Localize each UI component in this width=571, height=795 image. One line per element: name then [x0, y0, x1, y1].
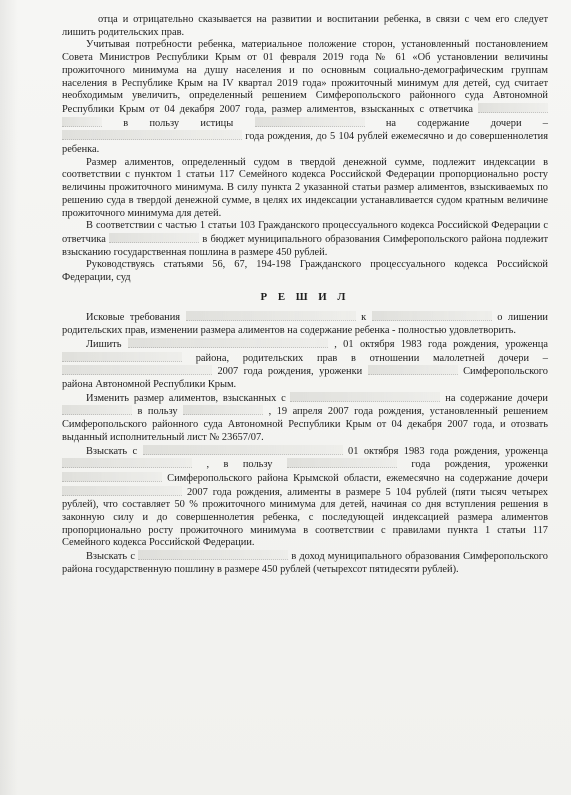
paragraph-change-alimony: Изменить размер алиментов, взысканных с на содержание дочери в пользу , 19 апреля 2007 года рождения, установленный решением Симферопольского районного суда Автономной Республики Крым от 04 декабря 2007 года, и отозвать выданный исполнительный лист № 23657/07.	[62, 392, 548, 443]
redacted-place	[62, 472, 162, 482]
redacted-place	[368, 365, 458, 375]
redacted-name	[287, 458, 397, 468]
redacted-name	[128, 338, 328, 348]
redacted-name	[109, 233, 199, 243]
paragraph-deprive-rights: Лишить , 01 октября 1983 года рождения, уроженца района, родительских прав в отношении малолетней дочери – 2007 года рождения, уроженки Симферопольского района Автономной Республики Крым.	[62, 338, 548, 390]
decision-title: Р Е Ш И Л	[260, 290, 350, 303]
redacted-name	[183, 405, 263, 415]
paragraph-intro: отца и отрицательно сказывается на развитии и воспитании ребенка, в связи с чем его следует лишить родительских прав.	[62, 14, 548, 38]
redacted-name	[62, 117, 102, 127]
paragraph-alimony-reasoning: Учитывая потребности ребенка, материальное положение сторон, установленный постановлением Совета Министров Республики Крым от 01 февраля 2019 года № 61 «Об установлении величины прожиточного минимума на душу населения и по основным социально-демографическим группам населения в Республике Крым на IV квартал 2019 года» прожиточный минимум для детей, суд считает необходимым увеличить, определенный решением Симферопольского районного суда Автономной Республики Крым от 04 декабря 2007 года, размер алиментов, взысканных с ответчика в пользу истицы на содержание дочери – года рождения, до 5 104 рублей ежемесячно и до совершеннолетия ребенка.	[62, 39, 548, 156]
paragraph-collect-duty: Взыскать с в доход муниципального образования Симферопольского района государственную пошлину в размере 450 рублей (четырехсот пятидесяти рублей).	[62, 551, 548, 575]
redacted-name	[143, 445, 343, 455]
document-body	[62, 14, 548, 577]
redacted-name	[186, 311, 356, 321]
redacted-place	[62, 458, 192, 468]
redacted-name	[62, 365, 212, 375]
redacted-name	[62, 486, 182, 496]
paragraph-indexation: Размер алиментов, определенный судом в твердой денежной сумме, подлежит индексации в соответствии с пунктом 1 статьи 117 Семейного кодекса Российской Федерации пропорционально росту величины прожиточного минимума. В силу пункта 2 указанной статьи размер алиментов, взыскиваемых по решению суда в твердой денежной сумме, в целях их индексации устанавливается судом кратным величине прожиточного минимума для детей.	[62, 156, 548, 219]
paragraph-claims: Исковые требования к о лишении родительских прав, изменении размера алиментов на содержание ребенка - полностью удовлетворить.	[62, 312, 548, 337]
redacted-name	[62, 130, 242, 140]
redacted-name	[290, 392, 440, 402]
redacted-name	[138, 550, 288, 560]
paragraph-state-duty: В соответствии с частью 1 статьи 103 Гражданского процессуального кодекса Российской Федерации с ответчика в бюджет муниципального образования Симферопольского района подлежит взысканию государственная пошлина в размере 450 рублей.	[62, 220, 548, 258]
redacted-place	[62, 352, 182, 362]
redacted-name	[372, 311, 492, 321]
redacted-name	[478, 103, 548, 113]
redacted-name	[255, 117, 365, 127]
paragraph-collect-alimony: Взыскать с 01 октября 1983 года рождения, уроженца , в пользу года рождения, уроженки Симферопольского района Крымской области, ежемесячно на содержание дочери 2007 года рождения, алименты в размере 5 104 рублей (пяти тысяч четырех рублей), что составляет 50 % прожиточного минимума для детей, начиная со дня вступления решения в законную силу и до совершеннолетия ребенка, с последующей индексацией размера алиментов пропорционально росту прожиточного минимума в соответствии с правилами пункта 1 статьи 117 Семейного кодекса Российской Федерации.	[62, 445, 548, 549]
paragraph-guided-by: Руководствуясь статьями 56, 67, 194-198 Гражданского процессуального кодекса Российской Федерации, суд	[62, 259, 548, 284]
redacted-name	[62, 405, 132, 415]
